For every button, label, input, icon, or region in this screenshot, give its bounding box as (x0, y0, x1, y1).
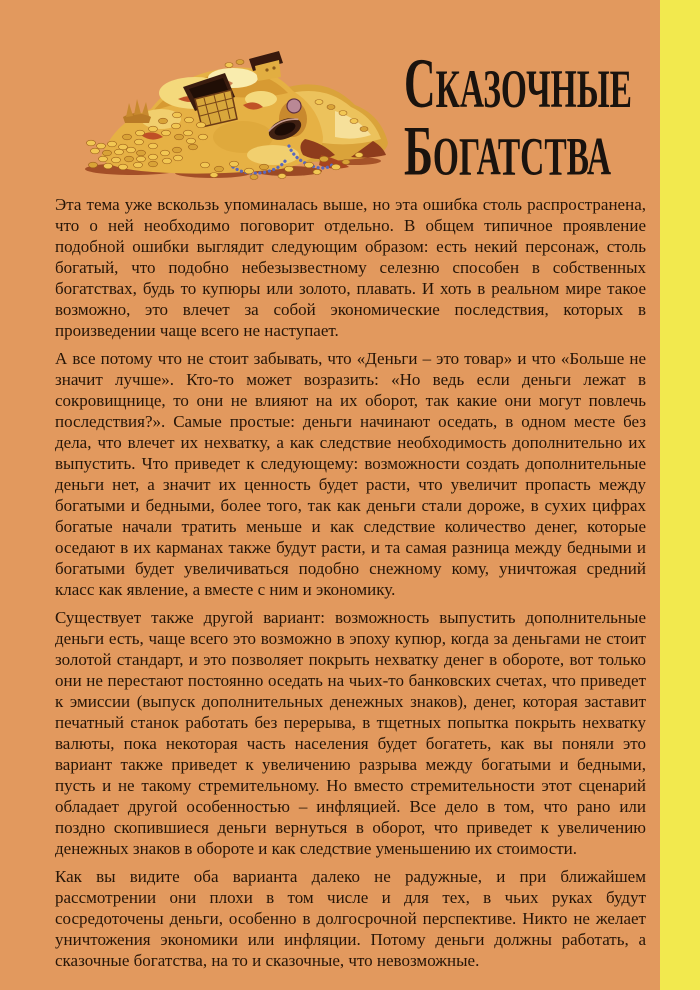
page-title-line-1: СКАЗОЧНЫЕ (404, 45, 632, 124)
page-title (404, 45, 632, 191)
paragraph-3: Существует также другой вариант: возможность выпустить дополнительные деньги есть, чаще всего это возможно в эпоху купюр, когда за деньгами не стоит золотой стандарт, и это позволяет покрыть нехватку денег в обороте, вот только они не перестают постоянно оседать на чьих-то банковских счетах, что приведет к эмиссии (выпуск дополнительных денежных знаков), денег, которая заставит печатный станок работать без перерыва, в тщетных попытка покрыть нехватку валюты, пока некоторая часть населения будет богатеть, как вы поняли это вариант также приведет к увеличению разрыва между богатыми и бедными, пусть и не такому стремительному. Но вместо стремительности этот сценарий обладает другой особенностью – инфляцией. Все дело в том, что рано или поздно скопившиеся деньги вернуться в оборот, что приведет к увеличению денежных знаков в обороте и как следствие уменьшению их стоимости. (55, 608, 646, 858)
page-edge-stripe (660, 0, 700, 990)
paragraph-4: Как вы видите оба варианта далеко не радужные, и при ближайшем рассмотрении они плохи в том числе и для тех, в чьих руках будут сосредоточены деньги, особенно в долгосрочной перспективе. Никто не желает уничтожения экономики или инфляции. Потому деньги должны работать, а сказочные богатства, на то и сказочные, что невозможные. (55, 867, 646, 970)
crown-icon (123, 99, 151, 123)
paragraph-1: Эта тема уже вскользь упоминалась выше, но эта ошибка столь распространена, что о ней необходимо поговорит отдельно. В общем типичное проявление подобной ошибки выглядит следующим образом: есть некий персонаж, столь богатый, что подобно небезызвестному селезню способен в собственных богатствах, будь то купюры или золото, плавать. И хоть в реальном мире такое возможно, это влечет за собой экономические последствия, которых в произведении чаще всего не наступает. (55, 195, 646, 340)
body-text (55, 194, 646, 978)
page-title-line-2: БОГАТСТВА (404, 113, 612, 191)
treasure-pile-illustration (83, 47, 393, 187)
paragraph-2: А все потому что не стоит забывать, что «Деньги – это товар» и что «Больше не значит лучше». Кто-то может возразить: «Но ведь если деньги лежат в сокровищнице, то они не влияют на их оборот, так какие они могут повлечь последствия?». Самые простые: деньги начинают оседать, в одном месте без дела, что влечет их нехватку, а как следствие необходимость дополнительно их выпустить. Что приведет к следующему: возможности создать дополнительные деньги нет, а значит их ценность будет расти, что увеличит пропасть между богатыми и бедными, более того, так как деньги стали дороже, в сухих цифрах богатые начали тратить меньше и как следствие количество денег, которые оседают в их карманах также будут расти, и та самая разница между бедными и богатыми будет увеличиваться подобно снежному кому, уничтожая средний класс как явление, а вместе с ним и экономику. (55, 349, 646, 599)
